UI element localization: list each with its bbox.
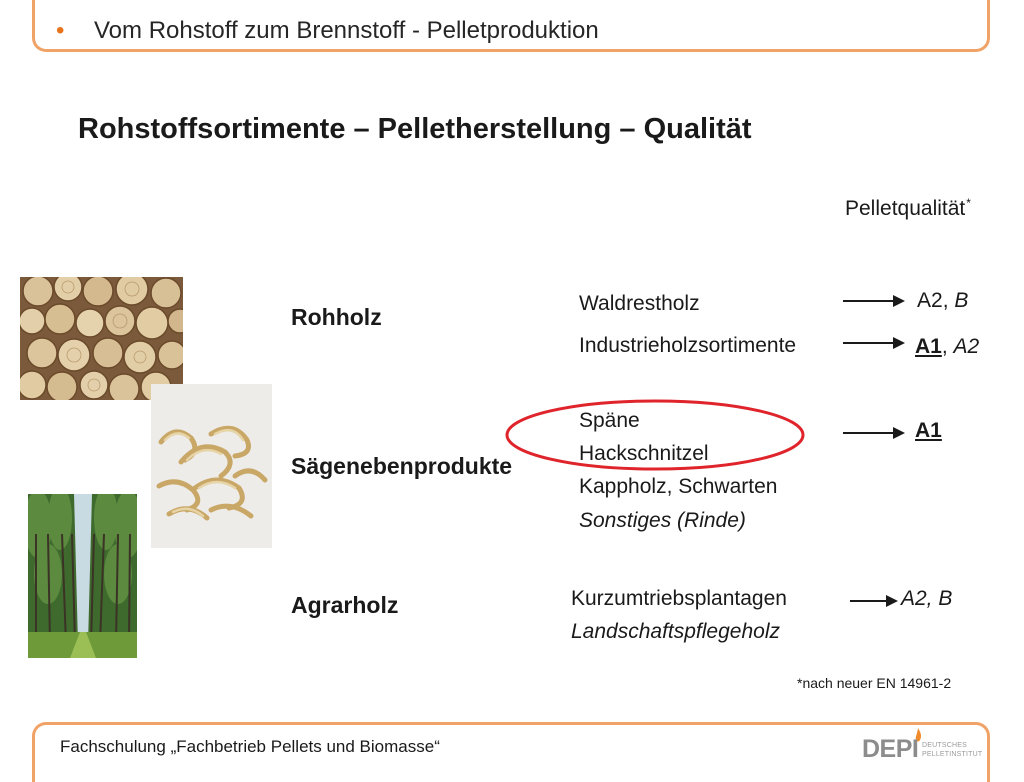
subproduct-sonstiges-rinde: Sonstiges (Rinde) — [579, 509, 746, 532]
category-rohholz: Rohholz — [291, 304, 382, 330]
highlight-ellipse — [504, 398, 806, 472]
right-arrow-icon — [843, 294, 905, 308]
grade-value: A1 — [915, 419, 942, 442]
logs-photo — [20, 277, 183, 400]
subproduct-kurzumtriebsplantagen: Kurzumtriebsplantagen — [571, 587, 787, 610]
subproduct-kappholz-schwarten: Kappholz, Schwarten — [579, 475, 778, 498]
subproduct-landschaftspflegeholz: Landschaftspflegeholz — [571, 620, 780, 643]
grade-saegenebenprodukte — [915, 418, 942, 444]
subproduct-hackschnitzel: Hackschnitzel — [579, 442, 709, 465]
subproduct-spaene: Späne — [579, 409, 640, 432]
logo-line-1: DEUTSCHES — [922, 742, 967, 749]
grade-value: A1 — [915, 335, 942, 358]
poplar-plantation-photo — [28, 494, 137, 658]
footnote: *nach neuer EN 14961-2 — [797, 675, 952, 691]
quality-column-header — [845, 190, 971, 222]
right-arrow-icon — [843, 336, 905, 350]
poplar-plantation-image — [28, 494, 137, 658]
quality-header-label: Pelletqualität — [845, 197, 966, 220]
grade-value: A2 — [917, 289, 943, 312]
wood-shavings-image — [151, 384, 272, 548]
category-agrarholz: Agrarholz — [291, 592, 399, 618]
quality-footnote-marker: * — [966, 196, 971, 210]
subproduct-waldrestholz: Waldrestholz — [579, 292, 700, 315]
grade-value: B — [954, 289, 969, 312]
logs-image — [20, 277, 183, 400]
grade-waldrestholz — [917, 288, 968, 314]
grade-industrieholzsortimente — [915, 334, 979, 360]
footer-course-name: Fachschulung „Fachbetrieb Pellets und Biomasse“ — [60, 737, 440, 756]
subproduct-industrieholzsortimente: Industrieholzsortimente — [579, 334, 797, 357]
header-title: Vom Rohstoff zum Brennstoff - Pelletproduktion — [94, 17, 599, 44]
logo-line-2: PELLETINSTITUT — [922, 751, 983, 758]
grade-agrarholz: A2, B — [901, 587, 953, 610]
depi-logo — [860, 728, 990, 764]
grade-separator: , — [942, 289, 955, 312]
slide-title: Rohstoffsortimente – Pelletherstellung – Qualität — [78, 113, 752, 145]
wood-shavings-photo — [151, 384, 272, 548]
category-saegenebenprodukte: Sägenebenprodukte — [291, 453, 513, 479]
right-arrow-icon — [843, 426, 905, 440]
grade-separator: , — [941, 335, 954, 358]
logo-wordmark: DEPI — [862, 735, 919, 763]
right-arrow-icon — [850, 594, 898, 608]
grade-value: A2 — [953, 335, 980, 358]
header-bullet: • — [56, 17, 65, 44]
